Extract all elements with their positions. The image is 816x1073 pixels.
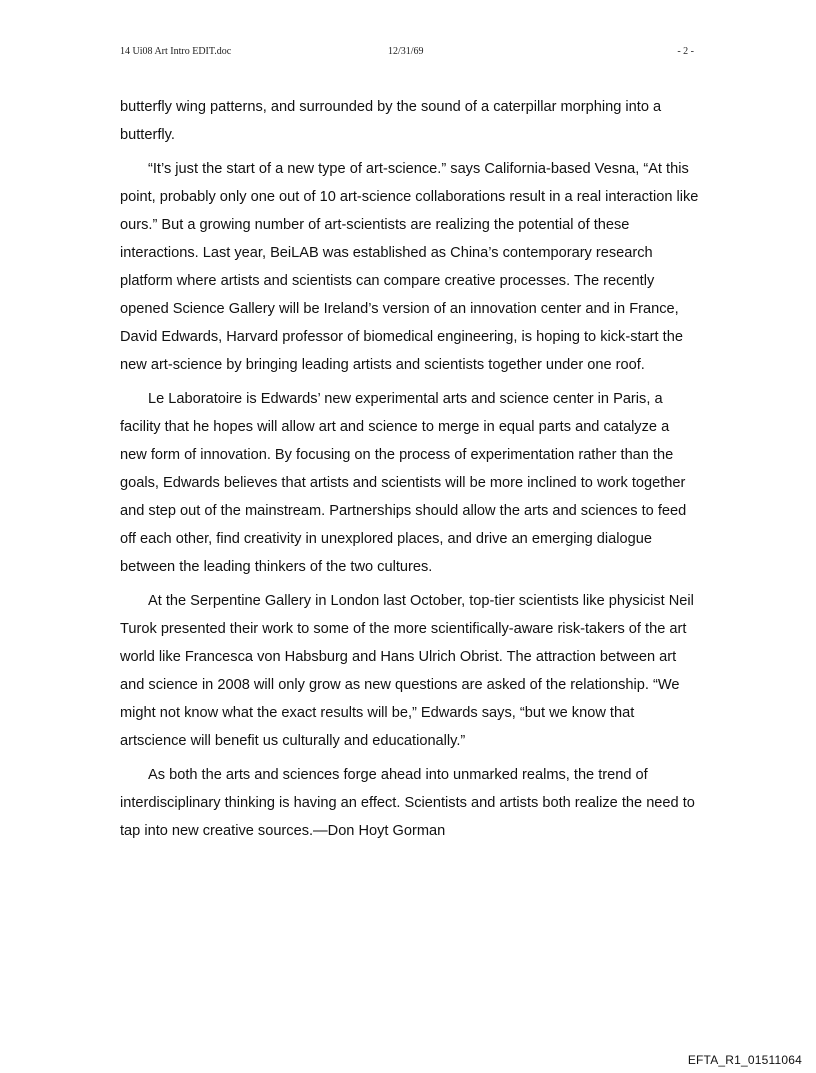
header-date: 12/31/69	[388, 46, 424, 57]
paragraph: At the Serpentine Gallery in London last October, top-tier scientists like physicist Neil Turok presented their work to some of the more scientifically-aware risk-takers of the art world like Francesca von Habsburg and Hans Ulrich Obrist. The attraction between art and science in 2008 will only grow as new questions are asked of the relationship. “We might not know what the exact results will be,” Edwards says, “but we know that artscience will benefit us culturally and educationally.”	[120, 593, 694, 749]
document-body	[120, 93, 700, 851]
paragraph: As both the arts and sciences forge ahead into unmarked realms, the trend of interdisciplinary thinking is having an effect. Scientists and artists both realize the need to tap into new creative sources.—Don Hoyt Gorman	[120, 767, 695, 839]
paragraph-continued: butterfly wing patterns, and surrounded by the sound of a caterpillar morphing into a butterfly.	[120, 99, 662, 143]
paragraph: Le Laboratoire is Edwards’ new experimental arts and science center in Paris, a facility that he hopes will allow art and science to merge in equal parts and catalyze a new form of innovation. By focusing on the process of experimentation rather than the goals, Edwards believes that artists and scientists will be more inclined to work together and step out of the mainstream. Partnerships should allow the arts and sciences to feed off each other, find creativity in unexplored places, and drive an emerging dialogue between the leading thinkers of the two cultures.	[120, 391, 687, 575]
document-id-stamp: EFTA_R1_01511064	[687, 1053, 802, 1067]
header-page-number: - 2 -	[677, 46, 694, 57]
header-filename: 14 Ui08 Art Intro EDIT.doc	[120, 46, 232, 57]
page-header	[120, 46, 696, 66]
paragraph: “It’s just the start of a new type of art-science.” says California-based Vesna, “At this point, probably only one out of 10 art-science collaborations result in a real interaction like ours.” But a growing number of art-scientists are realizing the potential of these interactions. Last year, BeiLAB was established as China’s contemporary research platform where artists and scientists can compare creative processes. The recently opened Science Gallery will be Ireland’s version of an innovation center and in France, David Edwards, Harvard professor of biomedical engineering, is hoping to kick-start the new art-science by bringing leading artists and scientists together under one roof.	[120, 161, 699, 373]
